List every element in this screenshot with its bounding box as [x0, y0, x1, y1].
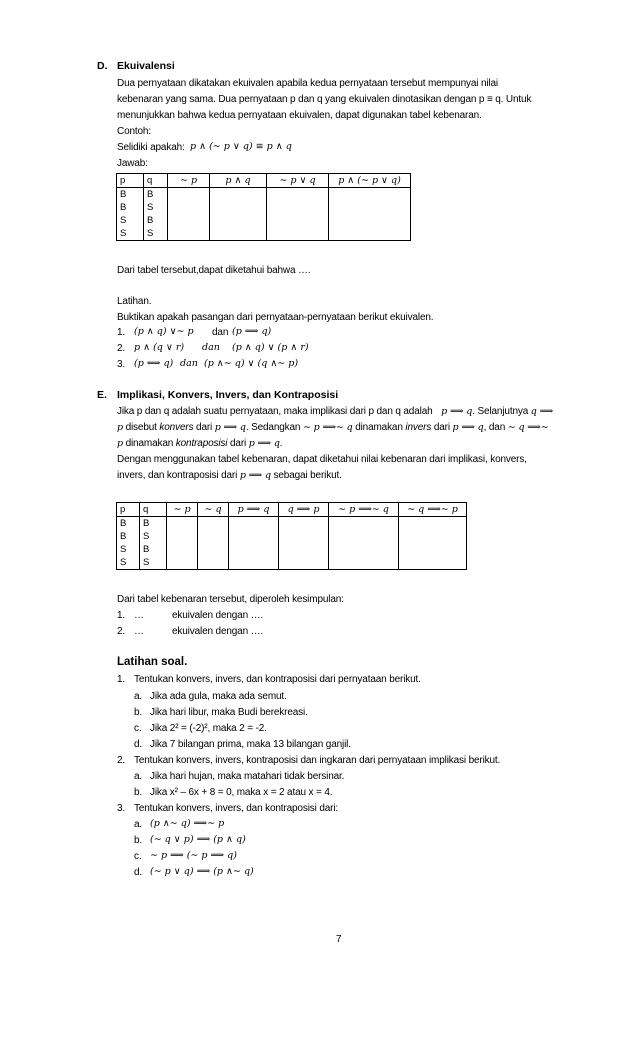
empty-cell — [210, 188, 267, 241]
term-konvers: konvers — [159, 422, 194, 433]
item-dots: … — [134, 626, 144, 637]
text: dari — [230, 438, 247, 449]
header-cell: p — [117, 503, 140, 517]
table-cell: B — [120, 518, 127, 529]
exercise-expr-b: (p ∧ q) ∨ (p ∧ r) — [232, 342, 309, 353]
sub-item-letter: d. — [134, 739, 143, 750]
text: sebagai berikut. — [273, 470, 342, 481]
p-column — [117, 188, 144, 241]
math: ∼ q ⟹∼ — [507, 422, 549, 433]
item-text: ekuivalen dengan …. — [172, 610, 264, 621]
latihan-title: Latihan soal. — [117, 656, 188, 668]
exercise-intro: Buktikan apakah pasangan dari pernyataan-pernyataan berikut ekuivalen. — [117, 312, 434, 323]
question-number: 1. — [117, 674, 126, 685]
term-kontraposisi: kontraposisi — [175, 438, 228, 449]
text: . — [279, 438, 283, 449]
text: invers, dan kontraposisi dari — [117, 470, 238, 481]
exercise-dan: dan — [212, 327, 229, 338]
header-cell: p ∧ (∼ p ∨ q) — [329, 174, 411, 188]
section-d-line: Dua pernyataan dikatakan ekuivalen apabila kedua pernyataan tersebut mempunyai nilai — [117, 78, 498, 89]
section-e-label: E. — [97, 389, 107, 401]
empty-cell — [167, 517, 198, 570]
empty-cell — [329, 188, 411, 241]
question-1: Tentukan konvers, invers, dan kontraposisi dari pernyataan berikut. — [134, 674, 421, 685]
exercise-number: 3. — [117, 359, 126, 370]
text: dari — [433, 422, 450, 433]
sub-item-letter: b. — [134, 787, 143, 798]
header-cell: q — [144, 174, 168, 188]
exercise-expr-b: (p ∧∼ q) ∨ (q ∧∼ p) — [204, 358, 299, 369]
header-cell: ∼ q ⟹∼ p — [399, 503, 467, 517]
text: Jika p dan q adalah suatu pernyataan, maka implikasi dari p dan q adalah — [117, 406, 433, 417]
section-d-conclusion: Dari tabel tersebut,dapat diketahui bahwa …. — [117, 265, 311, 276]
q-column — [144, 188, 168, 241]
sub-item-text: Jika hari hujan, maka matahari tidak bersinar. — [150, 771, 345, 782]
table-cell: S — [120, 544, 127, 555]
page-number: 7 — [336, 934, 342, 945]
empty-cell — [267, 188, 329, 241]
math: q ⟹ — [530, 406, 554, 417]
sub-item-letter: a. — [134, 771, 143, 782]
table-cell: S — [120, 228, 127, 239]
sub-item-letter: d. — [134, 867, 143, 878]
question-number: 3. — [117, 803, 126, 814]
sub-item-formula: (∼ q ∨ p) ⟹ (p ∧ q) — [150, 834, 246, 845]
sub-item-letter: c. — [134, 851, 142, 862]
table-cell: B — [143, 544, 150, 555]
table-cell: S — [147, 202, 154, 213]
example-formula: p ∧ (∼ p ∨ q) ≡ p ∧ q — [190, 141, 292, 152]
exercise-expr-b: (p ⟹ q) — [232, 326, 272, 337]
section-e-title: Implikasi, Konvers, Invers, dan Kontraposisi — [117, 389, 339, 401]
section-e-line-3 — [117, 437, 282, 450]
section-e-conclusion: Dari tabel kebenaran tersebut, diperoleh kesimpulan: — [117, 594, 344, 605]
sub-item-text: Jika ada gula, maka ada semut. — [150, 691, 287, 702]
sub-item-text: Jika hari libur, maka Budi berekreasi. — [150, 707, 308, 718]
truth-table-e — [116, 502, 467, 570]
text: . Selanjutnya — [472, 406, 529, 417]
text: dari — [196, 422, 213, 433]
header-cell: q — [140, 503, 167, 517]
exercise-title: Latihan. — [117, 296, 152, 307]
section-e-line-5 — [117, 469, 342, 482]
exercise-number: 1. — [117, 327, 126, 338]
sub-item-formula: (∼ p ∨ q) ⟹ (p ∧∼ q) — [150, 866, 254, 877]
sub-item-letter: b. — [134, 835, 143, 846]
text: disebut — [125, 422, 157, 433]
example-prefix: Selidiki apakah: — [117, 142, 185, 153]
sub-item-formula: ∼ p ⟹ (∼ p ⟹ q) — [150, 850, 237, 861]
table-cell: S — [120, 215, 127, 226]
p-column — [117, 517, 140, 570]
sub-item-letter: a. — [134, 819, 143, 830]
item-number: 2. — [117, 626, 126, 637]
header-cell: ∼ q — [198, 503, 229, 517]
section-e-line-2 — [117, 421, 549, 434]
item-text: ekuivalen dengan …. — [172, 626, 264, 637]
answer-label: Jawab: — [117, 158, 148, 169]
exercise-expr-a: (p ⟺ q) — [134, 358, 174, 369]
section-e-line-1 — [117, 405, 553, 418]
math: p ⟹ q — [452, 422, 484, 433]
term-invers: invers — [405, 422, 432, 433]
exercise-dan: dan — [180, 358, 198, 369]
question-3: Tentukan konvers, invers, dan kontraposisi dari: — [134, 803, 339, 814]
exercise-expr-a: p ∧ (q ∨ r) — [134, 342, 185, 353]
header-cell: ∼ p — [167, 503, 198, 517]
sub-item-text: Jika 7 bilangan prima, maka 13 bilangan ganjil. — [150, 739, 351, 750]
empty-cell — [229, 517, 279, 570]
math: p — [117, 422, 123, 433]
exercise-number: 2. — [117, 343, 126, 354]
math: p ⟹ q — [248, 438, 280, 449]
text: dinamakan — [355, 422, 403, 433]
sub-item-formula: (p ∧∼ q) ⟹∼ p — [150, 818, 225, 829]
table-cell: S — [143, 531, 150, 542]
sub-item-letter: a. — [134, 691, 143, 702]
header-cell: ∼ p ∨ q — [267, 174, 329, 188]
table-cell: B — [147, 215, 154, 226]
math: p ⟹ q — [214, 422, 246, 433]
math: p ⟹ q — [239, 470, 271, 481]
section-d-title: Ekuivalensi — [117, 60, 175, 72]
table-cell: S — [147, 228, 154, 239]
header-cell: p — [117, 174, 144, 188]
sub-item-text: Jika 2² = (-2)², maka 2 = -2. — [150, 723, 267, 734]
header-cell: q ⟹ p — [279, 503, 329, 517]
table-cell: S — [143, 557, 150, 568]
empty-cell — [198, 517, 229, 570]
math: ∼ p ⟹∼ q — [302, 422, 353, 433]
section-d-line: Contoh: — [117, 126, 151, 137]
sub-item-text: Jika x² – 6x + 8 = 0, maka x = 2 atau x = 4. — [150, 787, 333, 798]
table-cell: B — [120, 202, 127, 213]
exercise-expr-a: (p ∧ q) ∨∼ p — [134, 326, 194, 337]
math: p ⟹ q — [441, 406, 473, 417]
truth-table-d — [116, 173, 411, 241]
item-number: 1. — [117, 610, 126, 621]
empty-cell — [168, 188, 210, 241]
math: p — [117, 438, 123, 449]
item-dots: … — [134, 610, 144, 621]
header-cell: ∼ p — [168, 174, 210, 188]
table-cell: B — [120, 531, 127, 542]
empty-cell — [399, 517, 467, 570]
header-cell: p ∧ q — [210, 174, 267, 188]
section-d-label: D. — [97, 60, 108, 72]
header-cell: ∼ p ⟹∼ q — [329, 503, 399, 517]
table-cell: S — [120, 557, 127, 568]
question-2: Tentukan konvers, invers, kontraposisi dan ingkaran dari pernyataan implikasi berikut. — [134, 755, 501, 766]
table-cell: B — [147, 189, 154, 200]
section-d-line: menunjukkan bahwa kedua pernyataan ekuivalen, dapat digunakan tabel kebenaran. — [117, 110, 482, 121]
table-cell: B — [120, 189, 127, 200]
question-number: 2. — [117, 755, 126, 766]
header-cell: p ⟹ q — [229, 503, 279, 517]
q-column — [140, 517, 167, 570]
empty-cell — [279, 517, 329, 570]
table-cell: B — [143, 518, 150, 529]
text: . Sedangkan — [245, 422, 301, 433]
sub-item-letter: c. — [134, 723, 142, 734]
text: , dan — [483, 422, 506, 433]
section-d-line: kebenaran yang sama. Dua pernyataan p dan q yang ekuivalen dinotasikan dengan p ≡ q. Untuk — [117, 94, 532, 105]
text: dinamakan — [125, 438, 174, 449]
exercise-dan: dan — [202, 342, 220, 353]
empty-cell — [329, 517, 399, 570]
sub-item-letter: b. — [134, 707, 143, 718]
section-e-line-4: Dengan menggunakan tabel kebenaran, dapat diketahui nilai kebenaran dari implikasi, konvers, — [117, 454, 527, 465]
